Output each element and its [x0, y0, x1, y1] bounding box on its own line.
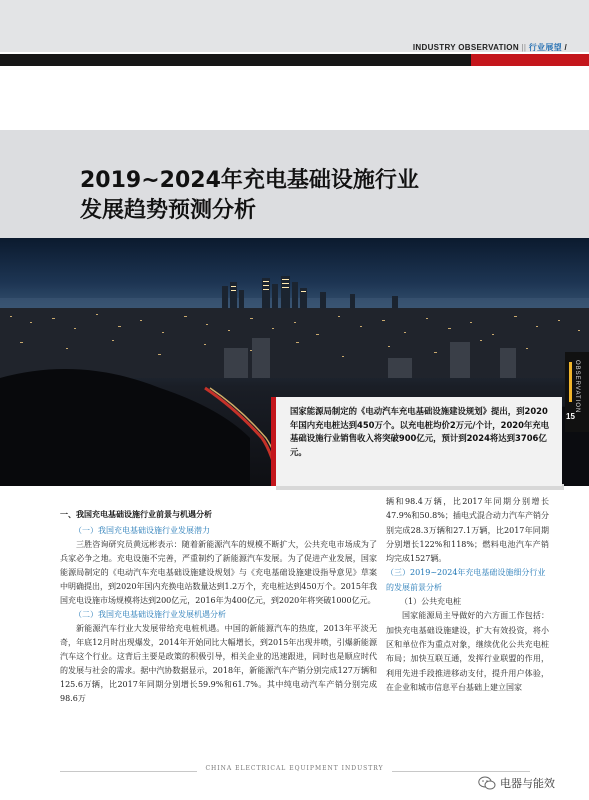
subheading-2: （二）我国充电基础设施行业发展机遇分析 [74, 610, 226, 619]
header-bar-accent [471, 54, 589, 66]
article-title [80, 166, 419, 226]
article-title-line1: 2019~2024年充电基础设施行业 [80, 168, 419, 193]
subheading-3a: （1）公共充电桩 [400, 597, 462, 607]
left-column [60, 508, 377, 706]
footer [0, 765, 589, 772]
side-tab-accent [569, 362, 572, 402]
wechat-watermark [478, 775, 555, 791]
wechat-icon [478, 776, 496, 790]
section-heading-1: 一、我国充电基础设施行业前景与机遇分析 [60, 510, 212, 519]
watermark-label: 电器与能效 [500, 777, 555, 790]
section-header-en: INDUSTRY OBSERVATION [412, 43, 519, 52]
right-column [386, 495, 549, 695]
paragraph-1: 三胜咨询研究员黄远彬表示：随着新能源汽车的规模不断扩大，公共充电市场成为了兵家必争之地。充电设施不完善，严重制约了新能源汽车发展。为了促进产业发展，国家能源局制定的《电动汽车充电基础设施建设规划》与《充电基础设施建设指导意见》草案中明确提出，到2020年国内充换电站数量达到1.2万个，充电桩达到450万个。2015年我国充电设施市场规模将达到200亿元，2016年为400亿元，到2020年将突破1000亿元。 [60, 540, 377, 605]
footer-text: CHINA ELECTRICAL EQUIPMENT INDUSTRY [197, 765, 391, 772]
paragraph-2: 新能源汽车行业大发展带给充电桩机遇。中国的新能源汽车的热度，2013年平淡无奇，年底12月时出现爆发，2014年开始同比大幅增长，到2015年出现井喷，引爆新能源汽车这个行业。这背后主要是政策的积极引导，相关企业的迅速跟进，同时也是顺应时代的发展与社会的需求。据中汽协数据显示，2018年，新能源汽车产销分别完成127万辆和125.6万辆，比2017年同期分别增长59.9%和61.7%。其中纯电动汽车产销分别完成98.6万 [60, 624, 377, 703]
paragraph-4: 国家能源局主导做好的六方面工作包括：加快充电基础设施建设，扩大有效投资，将小区和单位作为重点对象，继续优化公共充电桩布局；加快互联互通，发挥行业联盟的作用，利用先进手段推进移动支付，提升用户体验，在企业和城市信息平台基础上建立国家 [386, 611, 549, 692]
subheading-3: （三）2019~2024年充电基础设施细分行业的发展前景分析 [386, 568, 546, 592]
header-bar [0, 54, 589, 66]
section-header-zh: 行业展望 [528, 43, 562, 52]
page-number: 15 [566, 412, 575, 421]
subheading-1: （一）我国充电基础设施行业发展潜力 [74, 526, 210, 535]
paragraph-3: 辆和98.4万辆，比2017年同期分别增长47.9%和50.8%；插电式混合动力汽车产销分别完成28.3万辆和27.1万辆，比2017年同期分别增长122%和118%；燃料电池汽车产销均完成1527辆。 [386, 497, 549, 564]
section-header [413, 42, 567, 53]
section-header-slash: / [564, 43, 567, 52]
side-tab-text: OBSERVATION [574, 360, 580, 414]
callout-text: 国家能源局制定的《电动汽车充电基础设施建设规划》提出，到2020年国内充电桩达到450万个。以充电桩均价2万元/个计，2020年充电基础设施行业销售收入将突破900亿元，预计到2024将达到3706亿元。 [290, 406, 550, 457]
article-title-line2: 发展趋势预测分析 [80, 198, 257, 223]
section-header-divider: || [521, 43, 527, 52]
